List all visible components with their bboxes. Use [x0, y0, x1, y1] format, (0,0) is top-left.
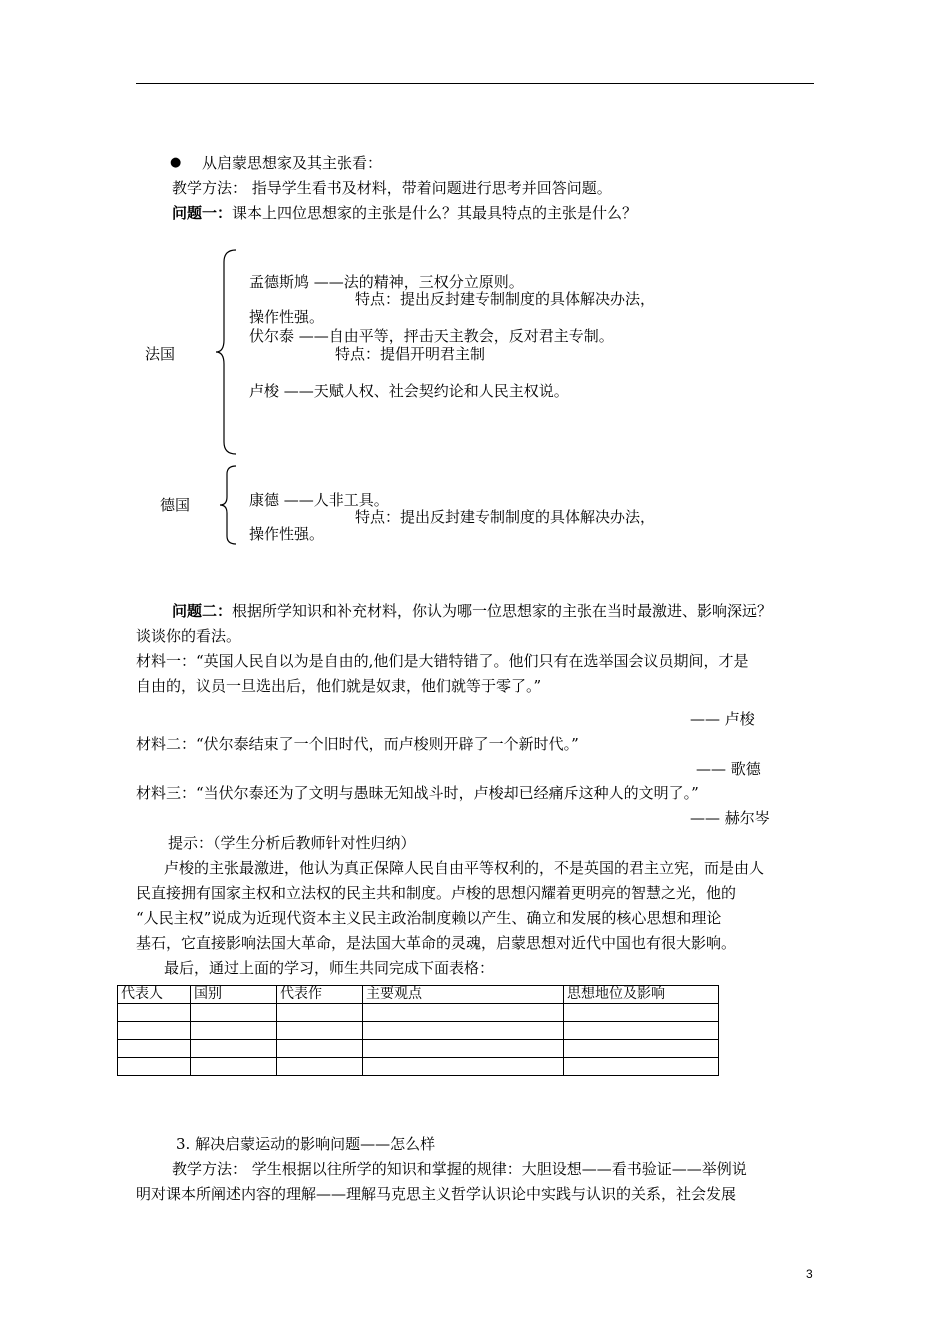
germany-label: 德国 [160, 496, 191, 514]
header-influence: 思想地位及影响 [564, 986, 719, 1004]
table-cell[interactable] [564, 1040, 719, 1058]
teaching-method: 教学方法： 指导学生看书及材料，带着问题进行思考并回答问题。 [172, 179, 612, 197]
material-two: 材料二：“伏尔泰结束了一个旧时代，而卢梭则开辟了一个新时代。” [136, 735, 579, 753]
page-number: 3 [806, 1267, 813, 1281]
france-brace [214, 248, 238, 456]
summary-table [117, 985, 719, 1076]
table-cell[interactable] [191, 1058, 277, 1076]
rousseau-line: 卢梭 ——天赋人权、社会契约论和人民主权说。 [249, 382, 569, 400]
table-row [118, 1040, 719, 1058]
section-three-heading: 3. 解决启蒙运动的影响问题——怎么样 [176, 1135, 436, 1153]
material-one-source: —— 卢梭 [690, 710, 755, 728]
header-representative: 代表人 [118, 986, 191, 1004]
table-cell[interactable] [363, 1004, 564, 1022]
material-one: 材料一：“英国人民自以为是自由的,他们是大错特错了。他们只有在选举国会议员期间，才是 [136, 652, 749, 670]
final-instruction: 最后，通过上面的学习，师生共同完成下面表格： [164, 959, 495, 977]
header-views: 主要观点 [363, 986, 564, 1004]
material-three-source: —— 赫尔岑 [690, 809, 770, 827]
table-cell[interactable] [118, 1040, 191, 1058]
table-row [118, 1004, 719, 1022]
table-cell[interactable] [363, 1040, 564, 1058]
table-cell[interactable] [118, 1058, 191, 1076]
hint: 提示：（学生分析后教师针对性归纳） [168, 834, 416, 852]
montesquieu-feature-cont: 操作性强。 [249, 308, 325, 326]
table-cell[interactable] [363, 1022, 564, 1040]
section-heading: 从启蒙思想家及其主张看： [202, 154, 383, 172]
material-two-source: —— 歌德 [696, 760, 761, 778]
table-cell[interactable] [277, 1004, 363, 1022]
montesquieu-feature: 特点：提出反封建专制制度的具体解决办法， [355, 290, 656, 308]
header-rule [136, 83, 814, 84]
material-one-cont: 自由的，议员一旦选出后，他们就是奴隶，他们就等于零了。” [136, 677, 542, 695]
voltaire-feature: 特点：提倡开明君主制 [335, 345, 486, 363]
table-cell[interactable] [277, 1040, 363, 1058]
voltaire-line: 伏尔泰 ——自由平等，抨击天主教会，反对君主专制。 [249, 327, 614, 345]
analysis-line-4: 基石，它直接影响法国大革命，是法国大革命的灵魂，启蒙思想对近代中国也有很大影响。 [136, 934, 737, 952]
kant-feature: 特点：提出反封建专制制度的具体解决办法， [355, 508, 656, 526]
analysis-line-3: “人民主权”说成为近现代资本主义民主政治制度赖以产生、确立和发展的核心思想和理论 [136, 909, 722, 927]
header-works: 代表作 [277, 986, 363, 1004]
material-three: 材料三：“当伏尔泰还为了文明与愚昧无知战斗时，卢梭却已经痛斥这种人的文明了。” [136, 784, 699, 802]
question-two-label: 问题二： [172, 602, 233, 620]
question-one [172, 203, 637, 223]
question-one-text: 课本上四位思想家的主张是什么？其最具特点的主张是什么？ [232, 204, 638, 222]
table-cell[interactable] [191, 1022, 277, 1040]
kant-line: 康德 ——人非工具。 [249, 491, 389, 509]
table-cell[interactable] [564, 1058, 719, 1076]
table-cell[interactable] [564, 1004, 719, 1022]
france-label: 法国 [145, 345, 176, 363]
table-cell[interactable] [277, 1058, 363, 1076]
header-country: 国别 [191, 986, 277, 1004]
table-cell[interactable] [191, 1004, 277, 1022]
question-one-label: 问题一： [172, 204, 233, 222]
germany-brace [218, 464, 238, 546]
kant-feature-cont: 操作性强。 [249, 525, 325, 543]
table-row [118, 1058, 719, 1076]
table-header-row [118, 986, 719, 1004]
table-cell[interactable] [118, 1004, 191, 1022]
section-three-method: 教学方法： 学生根据以往所学的知识和掌握的规律：大胆设想——看书验证——举例说 [172, 1160, 747, 1178]
question-two [172, 601, 772, 621]
question-two-text: 根据所学知识和补充材料，你认为哪一位思想家的主张在当时最激进、影响深远？ [232, 602, 773, 620]
analysis-line-2: 民直接拥有国家主权和立法权的民主共和制度。卢梭的思想闪耀着更明亮的智慧之光，他的 [136, 884, 737, 902]
question-two-cont: 谈谈你的看法。 [136, 627, 242, 645]
analysis-line-1: 卢梭的主张最激进，他认为真正保障人民自由平等权利的，不是英国的君主立宪，而是由人 [164, 859, 765, 877]
table-row [118, 1022, 719, 1040]
montesquieu-line: 孟德斯鸠 ——法的精神，三权分立原则。 [249, 273, 524, 291]
section-three-method-cont: 明对课本所阐述内容的理解——理解马克思主义哲学认识论中实践与认识的关系，社会发展 [136, 1185, 737, 1203]
bullet-icon: ● [170, 155, 182, 170]
table-cell[interactable] [277, 1022, 363, 1040]
table-cell[interactable] [191, 1040, 277, 1058]
table-cell[interactable] [363, 1058, 564, 1076]
table-cell[interactable] [118, 1022, 191, 1040]
table-cell[interactable] [564, 1022, 719, 1040]
